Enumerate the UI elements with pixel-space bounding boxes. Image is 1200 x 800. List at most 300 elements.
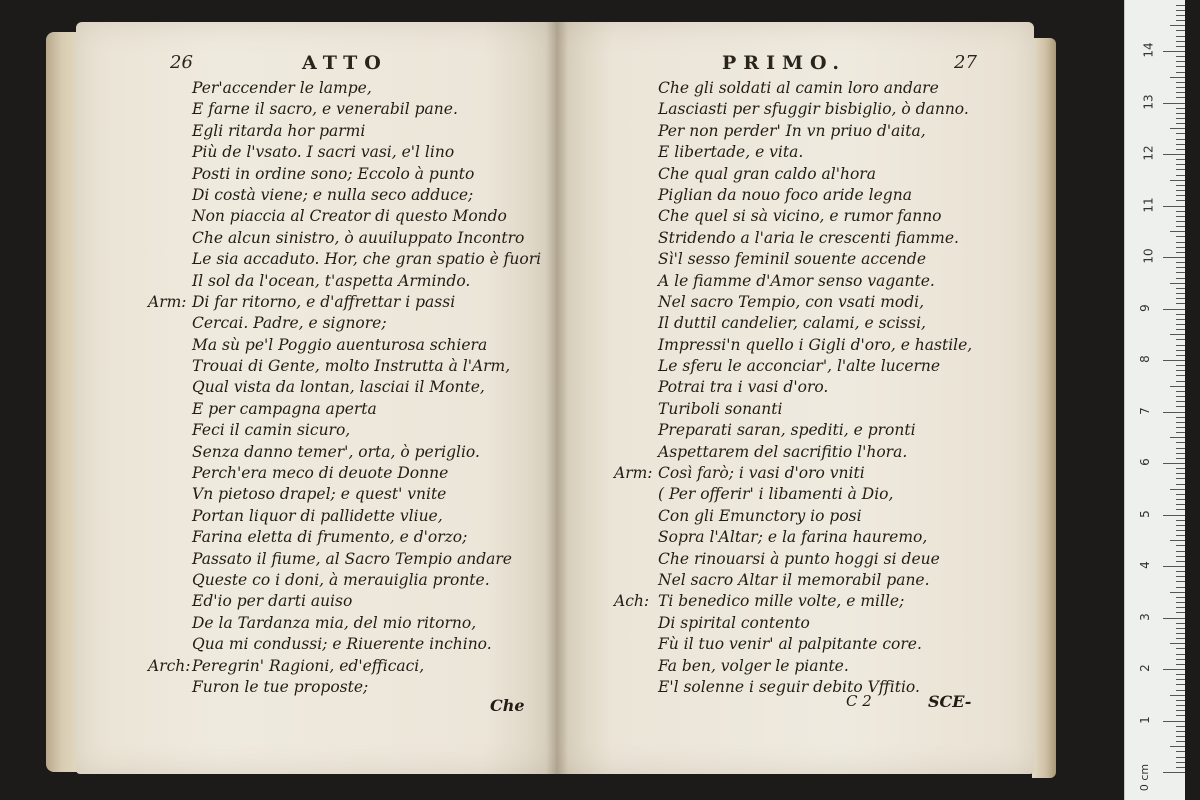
- ruler-tick: [1170, 540, 1185, 541]
- left-page-number: 26: [170, 52, 193, 73]
- ruler-tick: [1176, 272, 1185, 273]
- ruler-tick: [1176, 41, 1185, 42]
- ruler-number: 9: [1137, 303, 1152, 312]
- text-line: [658, 249, 972, 270]
- ruler-tick: [1170, 695, 1185, 696]
- ruler-tick: [1176, 757, 1185, 758]
- ruler-tick: [1170, 386, 1185, 387]
- ruler-tick: [1176, 113, 1185, 114]
- text-line: [192, 356, 541, 377]
- ruler-tick: [1176, 504, 1185, 505]
- ruler-tick: [1176, 576, 1185, 577]
- ruler-tick: [1163, 566, 1185, 567]
- left-text-block: [148, 78, 542, 698]
- right-text-block: [614, 78, 973, 698]
- text-line: [192, 313, 541, 334]
- text-line: [658, 420, 972, 441]
- ruler-number: 2: [1137, 664, 1152, 672]
- ruler-tick: [1176, 520, 1185, 521]
- ruler-number: 14: [1141, 42, 1156, 58]
- text-line: [192, 99, 541, 120]
- ruler-tick: [1176, 741, 1185, 742]
- ruler-tick: [1176, 427, 1185, 428]
- ruler-tick: [1176, 525, 1185, 526]
- line-text: Cercai. Padre, e signore;: [192, 314, 387, 333]
- text-line: [658, 506, 972, 527]
- text-line: [192, 142, 541, 163]
- book-gutter: [546, 22, 568, 774]
- ruler-tick: [1163, 257, 1185, 258]
- line-text: Fù il tuo venir' al palpitante core.: [658, 635, 922, 654]
- ruler-tick: [1176, 365, 1185, 366]
- line-text: Di far ritorno, e d'affrettar i passi: [192, 292, 456, 311]
- ruler-tick: [1176, 56, 1185, 57]
- open-book: [46, 14, 1056, 782]
- ruler-tick: [1176, 422, 1185, 423]
- line-text: Che rinouarsi à punto hoggi si deue: [658, 549, 940, 568]
- ruler-tick: [1176, 674, 1185, 675]
- line-text: Portan liquor di pallidette vliue,: [192, 506, 443, 525]
- ruler-tick: [1176, 762, 1185, 763]
- ruler-tick: [1176, 226, 1185, 227]
- ruler-tick: [1176, 597, 1185, 598]
- ruler-tick: [1176, 535, 1185, 536]
- ruler-tick: [1176, 710, 1185, 711]
- line-text: Impressi'n quello i Gigli d'oro, e hastile,: [658, 335, 973, 354]
- text-line: [658, 206, 972, 227]
- ruler-tick: [1176, 324, 1185, 325]
- ruler-tick: [1176, 648, 1185, 649]
- ruler-tick: [1176, 236, 1185, 237]
- line-text: Vn pietoso drapel; e quest' vnite: [192, 485, 447, 504]
- text-line: [192, 271, 541, 292]
- ruler-tick: [1176, 628, 1185, 629]
- line-text: Senza danno temer', orta, ò periglio.: [192, 442, 480, 461]
- line-text: Le sia accaduto. Hor, che gran spatio è fuori: [192, 250, 542, 269]
- ruler-tick: [1176, 355, 1185, 356]
- ruler-tick: [1163, 412, 1185, 413]
- line-text: Sì'l sesso feminil souente accende: [658, 250, 927, 269]
- line-text: Nel sacro Altar il memorabil pane.: [658, 570, 930, 589]
- right-running-head: PRIMO.: [722, 52, 847, 74]
- ruler-tick: [1163, 669, 1185, 670]
- ruler-tick: [1176, 195, 1185, 196]
- ruler-tick: [1176, 185, 1185, 186]
- line-text: Di costà viene; e nulla seco adduce;: [192, 185, 474, 204]
- ruler-tick: [1176, 545, 1185, 546]
- ruler-tick: [1176, 36, 1185, 37]
- ruler-tick: [1176, 442, 1185, 443]
- line-text: E'l solenne i seguir debito Vffitio.: [658, 677, 920, 696]
- ruler-tick: [1176, 350, 1185, 351]
- line-text: Qua mi condussi; e Riuerente inchino.: [192, 635, 492, 654]
- ruler-tick: [1176, 607, 1185, 608]
- ruler-tick: [1170, 746, 1185, 747]
- text-line: [192, 335, 541, 356]
- ruler-tick: [1176, 293, 1185, 294]
- text-line: [192, 463, 541, 484]
- ruler-tick: [1176, 200, 1185, 201]
- ruler-tick: [1170, 180, 1185, 181]
- ruler-tick: [1176, 267, 1185, 268]
- text-line: [658, 634, 972, 655]
- line-text: Nel sacro Tempio, con vsati modi,: [658, 292, 925, 311]
- ruler-tick: [1176, 612, 1185, 613]
- ruler-tick: [1163, 772, 1185, 773]
- ruler-tick: [1176, 715, 1185, 716]
- text-line: [658, 271, 972, 292]
- ruler-tick: [1176, 478, 1185, 479]
- ruler-tick: [1176, 20, 1185, 21]
- text-line: [658, 377, 972, 398]
- line-text: Sopra l'Altar; e la farina hauremo,: [658, 528, 928, 547]
- line-text: Per'accender le lampe,: [192, 79, 372, 97]
- line-text: Potrai tra i vasi d'oro.: [658, 378, 829, 397]
- text-line: [192, 399, 541, 420]
- text-line: [192, 78, 541, 99]
- text-line: [658, 613, 972, 634]
- ruler-tick: [1163, 360, 1185, 361]
- ruler-tick: [1176, 499, 1185, 500]
- line-text: Per non perder' In vn priuo d'aita,: [658, 121, 926, 140]
- left-page: [76, 22, 556, 774]
- ruler-tick: [1176, 15, 1185, 16]
- ruler-tick: [1170, 77, 1185, 78]
- ruler-tick: [1176, 726, 1185, 727]
- ruler-tick: [1163, 515, 1185, 516]
- text-line: [192, 249, 541, 270]
- ruler-tick: [1176, 690, 1185, 691]
- ruler-tick: [1176, 190, 1185, 191]
- line-text: Non piaccia al Creator di questo Mondo: [192, 207, 507, 226]
- ruler-tick: [1163, 103, 1185, 104]
- line-text: Più de l'vsato. I sacri vasi, e'l lino: [192, 143, 455, 162]
- ruler-tick: [1176, 97, 1185, 98]
- text-line: [192, 185, 541, 206]
- ruler-tick: [1176, 453, 1185, 454]
- page-block-right-edge: [1032, 38, 1056, 778]
- ruler-tick: [1170, 643, 1185, 644]
- line-text: Feci il camin sicuro,: [192, 421, 351, 440]
- ruler-tick: [1176, 10, 1185, 11]
- text-line: [658, 228, 972, 249]
- ruler-tick: [1176, 705, 1185, 706]
- ruler-number: 4: [1137, 561, 1152, 569]
- ruler-tick: [1163, 206, 1185, 207]
- ruler-number: 12: [1141, 145, 1156, 161]
- ruler-tick: [1176, 82, 1185, 83]
- left-catchword: Che: [490, 696, 525, 715]
- line-text: Fa ben, volger le piante.: [658, 656, 849, 675]
- text-line: [658, 142, 972, 163]
- ruler-tick: [1176, 144, 1185, 145]
- text-line: [192, 484, 541, 505]
- ruler-tick: [1176, 118, 1185, 119]
- line-text: Farina eletta di frumento, e d'orzo;: [192, 528, 468, 547]
- ruler-tick: [1176, 571, 1185, 572]
- line-text: Ed'io per darti auiso: [192, 592, 353, 611]
- ruler-tick: [1176, 252, 1185, 253]
- ruler-tick: [1176, 133, 1185, 134]
- text-line: [658, 442, 972, 463]
- ruler-tick: [1176, 319, 1185, 320]
- ruler-tick: [1176, 30, 1185, 31]
- text-line: [148, 292, 541, 313]
- ruler-tick: [1163, 309, 1185, 310]
- ruler-tick: [1176, 494, 1185, 495]
- ruler-tick: [1176, 581, 1185, 582]
- text-line: [658, 99, 972, 120]
- ruler-tick: [1176, 623, 1185, 624]
- line-text: Stridendo a l'aria le crescenti fiamme.: [658, 228, 959, 247]
- ruler-tick: [1176, 278, 1185, 279]
- ruler-number: 5: [1137, 509, 1152, 518]
- line-text: Che quel si sà vicino, e rumor fanno: [658, 207, 942, 226]
- text-line: [658, 164, 972, 185]
- ruler-tick: [1176, 314, 1185, 315]
- ruler-tick: [1163, 51, 1185, 52]
- ruler-tick: [1176, 247, 1185, 248]
- text-line: [658, 570, 972, 591]
- line-text: ( Per offerir' i libamenti à Dio,: [658, 485, 894, 504]
- ruler-tick: [1176, 448, 1185, 449]
- text-line: [658, 292, 972, 313]
- ruler-tick: [1176, 108, 1185, 109]
- ruler-tick: [1176, 561, 1185, 562]
- ruler-tick: [1176, 298, 1185, 299]
- text-line: [658, 527, 972, 548]
- text-line: [192, 591, 541, 612]
- line-text: Posti in ordine sono; Eccolo à punto: [192, 164, 475, 183]
- line-text: Peregrin' Ragioni, ed'efficaci,: [192, 656, 425, 675]
- text-line: [658, 549, 972, 570]
- ruler-tick: [1176, 731, 1185, 732]
- line-text: Con gli Emunctory io posi: [658, 506, 862, 525]
- ruler-tick: [1176, 72, 1185, 73]
- ruler-tick: [1176, 87, 1185, 88]
- text-line: [192, 420, 541, 441]
- ruler-tick: [1176, 664, 1185, 665]
- line-text: Aspettarem del sacrifitio l'hora.: [658, 442, 908, 461]
- ruler-tick: [1176, 679, 1185, 680]
- text-line: [658, 356, 972, 377]
- ruler-tick: [1176, 633, 1185, 634]
- ruler-tick: [1176, 375, 1185, 376]
- line-text: Trouai di Gente, molto Instrutta à l'Arm,: [192, 357, 511, 376]
- ruler-tick: [1170, 592, 1185, 593]
- ruler-tick: [1176, 221, 1185, 222]
- text-line: [658, 677, 972, 698]
- ruler-tick: [1176, 417, 1185, 418]
- text-line: [192, 121, 541, 142]
- ruler-tick: [1176, 66, 1185, 67]
- text-line: [192, 613, 541, 634]
- ruler-tick: [1176, 370, 1185, 371]
- ruler-tick: [1176, 242, 1185, 243]
- ruler-tick: [1176, 530, 1185, 531]
- ruler-tick: [1176, 139, 1185, 140]
- ruler-tick: [1170, 283, 1185, 284]
- ruler-tick: [1176, 391, 1185, 392]
- line-text: E farne il sacro, e venerabil pane.: [192, 100, 458, 119]
- speaker-label: Ach:: [614, 592, 650, 611]
- left-running-head: ATTO: [302, 52, 388, 74]
- ruler-tick: [1176, 736, 1185, 737]
- ruler-tick: [1163, 154, 1185, 155]
- line-text: Perch'era meco di deuote Donne: [192, 464, 449, 483]
- text-line: [658, 121, 972, 142]
- ruler-tick: [1176, 164, 1185, 165]
- ruler-tick: [1176, 175, 1185, 176]
- ruler-tick: [1163, 618, 1185, 619]
- text-line: [192, 549, 541, 570]
- ruler-tick: [1176, 458, 1185, 459]
- text-line: [192, 164, 541, 185]
- ruler-tick: [1176, 602, 1185, 603]
- line-text: E per campagna aperta: [192, 399, 377, 418]
- ruler-tick: [1176, 654, 1185, 655]
- ruler-tick: [1176, 5, 1185, 6]
- line-text: Lasciasti per sfuggir bisbiglio, ò danno.: [658, 100, 969, 119]
- speaker-label: Arm:: [614, 464, 653, 483]
- text-line: [658, 656, 972, 677]
- line-text: Le sferu le acconciar', l'alte lucerne: [658, 357, 941, 376]
- text-line: [614, 463, 972, 484]
- ruler-tick: [1176, 345, 1185, 346]
- ruler-tick: [1176, 406, 1185, 407]
- line-text: Egli ritarda hor parmi: [192, 121, 366, 140]
- ruler-number: 10: [1141, 248, 1156, 264]
- line-text: Piglian da nouo foco aride legna: [658, 185, 912, 204]
- text-line: [192, 442, 541, 463]
- ruler-tick: [1176, 556, 1185, 557]
- ruler-number: 6: [1137, 458, 1152, 466]
- ruler-number: 1: [1137, 715, 1152, 724]
- text-line: [192, 634, 541, 655]
- line-text: Ma sù pe'l Poggio auenturosa schiera: [192, 335, 488, 354]
- measurement-ruler: [1124, 0, 1185, 800]
- right-page-number: 27: [954, 52, 977, 73]
- ruler-tick: [1176, 684, 1185, 685]
- text-line: [192, 677, 541, 698]
- line-text: E libertade, e vita.: [658, 143, 804, 162]
- ruler-number: 7: [1137, 406, 1152, 415]
- ruler-tick: [1176, 46, 1185, 47]
- ruler-tick: [1176, 767, 1185, 768]
- line-text: Queste co i doni, à merauiglia pronte.: [192, 570, 490, 589]
- ruler-tick: [1170, 231, 1185, 232]
- ruler-tick: [1163, 463, 1185, 464]
- ruler-tick: [1176, 401, 1185, 402]
- ruler-tick: [1176, 92, 1185, 93]
- ruler-tick: [1170, 437, 1185, 438]
- ruler-tick: [1170, 489, 1185, 490]
- text-line: [658, 313, 972, 334]
- text-line: [658, 78, 972, 99]
- speaker-label: Arch:: [148, 656, 191, 675]
- line-text: De la Tardanza mia, del mio ritorno,: [192, 613, 477, 632]
- ruler-tick: [1176, 659, 1185, 660]
- ruler-tick: [1176, 638, 1185, 639]
- line-text: Ti benedico mille volte, e mille;: [658, 592, 905, 611]
- ruler-tick: [1176, 751, 1185, 752]
- ruler-tick: [1176, 396, 1185, 397]
- ruler-unit-label: 0 cm: [1138, 763, 1152, 792]
- ruler-number: 13: [1141, 93, 1156, 110]
- ruler-tick: [1176, 303, 1185, 304]
- ruler-number: 3: [1137, 612, 1152, 621]
- ruler-tick: [1176, 159, 1185, 160]
- line-text: A le fiamme d'Amor senso vagante.: [658, 271, 935, 290]
- ruler-tick: [1176, 216, 1185, 217]
- line-text: Qual vista da lontan, lasciai il Monte,: [192, 378, 485, 397]
- signature-mark: C 2: [846, 692, 872, 710]
- line-text: Che gli soldati al camin loro andare: [658, 79, 939, 97]
- ruler-tick: [1176, 509, 1185, 510]
- text-line: [658, 185, 972, 206]
- ruler-tick: [1176, 262, 1185, 263]
- text-line: [192, 206, 541, 227]
- ruler-tick: [1176, 123, 1185, 124]
- line-text: Che qual gran caldo al'hora: [658, 164, 876, 183]
- ruler-tick: [1170, 334, 1185, 335]
- ruler-tick: [1170, 25, 1185, 26]
- ruler-tick: [1176, 468, 1185, 469]
- text-line: [658, 335, 972, 356]
- right-catchword: SCE-: [928, 692, 972, 711]
- ruler-tick: [1176, 339, 1185, 340]
- speaker-label: Arm:: [148, 292, 187, 311]
- text-line: [658, 399, 972, 420]
- ruler-tick: [1176, 432, 1185, 433]
- ruler-tick: [1163, 721, 1185, 722]
- line-text: Il duttil candelier, calami, e scissi,: [658, 314, 926, 333]
- text-line: [192, 527, 541, 548]
- ruler-tick: [1176, 169, 1185, 170]
- line-text: Preparati saran, spediti, e pronti: [658, 421, 916, 440]
- ruler-number: 8: [1137, 355, 1152, 363]
- text-line: [658, 484, 972, 505]
- line-text: Furon le tue proposte;: [192, 677, 369, 696]
- text-line: [192, 228, 541, 249]
- ruler-tick: [1176, 587, 1185, 588]
- line-text: Così farò; i vasi d'oro vniti: [658, 464, 865, 483]
- ruler-tick: [1176, 381, 1185, 382]
- ruler-tick: [1176, 149, 1185, 150]
- line-text: Passato il fiume, al Sacro Tempio andare: [192, 549, 512, 568]
- ruler-tick: [1176, 288, 1185, 289]
- line-text: Il sol da l'ocean, t'aspetta Armindo.: [192, 271, 471, 290]
- line-text: Che alcun sinistro, ò auuiluppato Incontro: [192, 228, 525, 247]
- ruler-tick: [1170, 128, 1185, 129]
- line-text: Turiboli sonanti: [658, 399, 783, 418]
- ruler-tick: [1176, 473, 1185, 474]
- ruler-number: 11: [1141, 196, 1156, 213]
- ruler-tick: [1176, 484, 1185, 485]
- ruler-tick: [1176, 329, 1185, 330]
- text-line: [192, 377, 541, 398]
- ruler-tick: [1176, 551, 1185, 552]
- text-line: [192, 506, 541, 527]
- ruler-tick: [1176, 211, 1185, 212]
- text-line: [614, 591, 972, 612]
- text-line: [148, 656, 541, 677]
- line-text: Di spirital contento: [658, 613, 810, 632]
- ruler-tick: [1176, 61, 1185, 62]
- ruler-tick: [1176, 700, 1185, 701]
- right-page: [556, 22, 1034, 774]
- text-line: [192, 570, 541, 591]
